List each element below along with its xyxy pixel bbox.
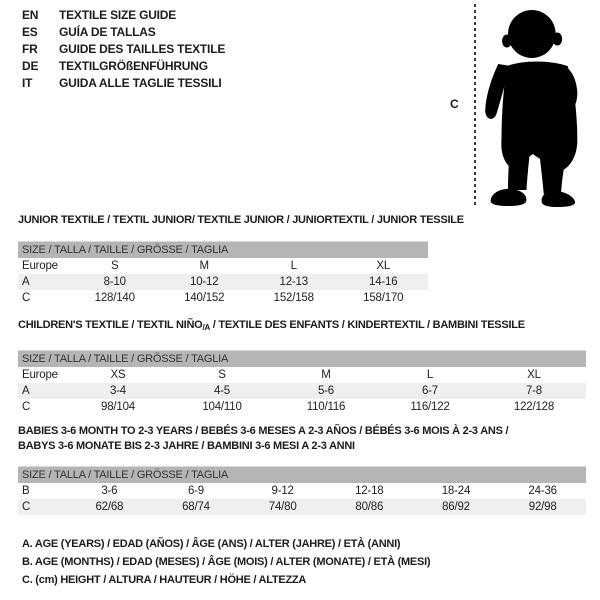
size-cell: M (199, 259, 209, 272)
lang-row-en (22, 7, 225, 24)
lang-title: GUIDA ALLE TAGLIE TESSILI (59, 76, 222, 90)
size-cell: 116/122 (410, 400, 450, 413)
size-cell: 12-13 (249, 274, 339, 290)
size-cell: 12-18 (355, 484, 384, 497)
junior-size-table (18, 241, 428, 306)
footnote-c: C. (cm) HEIGHT / ALTURA / HAUTEUR / HÖHE / ALTEZZA (22, 574, 307, 586)
row-label: C (22, 400, 31, 413)
children-title-subscript: /A (202, 323, 210, 332)
row-label: Europe (22, 368, 58, 381)
size-cell: S (218, 368, 226, 381)
table-row (18, 274, 428, 290)
lang-title: TEXTILGRÖßENFÜHRUNG (59, 59, 208, 73)
size-cell: 14-16 (339, 274, 429, 290)
size-cell: 158/170 (363, 291, 404, 304)
size-header-bar: SIZE / TALLA / TAILLE / GRÖSSE / TAGLIA (18, 467, 586, 483)
table-row (18, 367, 586, 383)
babies-title-line2: BABYS 3-6 MONATE BIS 2-3 JAHRE / BAMBINI 3-6 MESI A 2-3 ANNI (18, 440, 355, 452)
size-cell: 62/68 (66, 499, 153, 515)
size-header-row (18, 242, 428, 258)
footnote-a: A. AGE (YEARS) / EDAD (AÑOS) / ÂGE (ANS) / ALTER (JAHRE) / ETÀ (ANNI) (22, 538, 401, 550)
size-cell: 86/92 (413, 499, 500, 515)
size-cell: 3-6 (101, 484, 118, 497)
lang-code: IT (22, 76, 33, 90)
size-cell: 140/152 (184, 291, 225, 304)
row-label: A (18, 383, 66, 399)
size-header-bar: SIZE / TALLA / TAILLE / GRÖSSE / TAGLIA (18, 242, 428, 258)
children-size-table (18, 350, 586, 415)
lang-title: GUIDE DES TAILLES TEXTILE (59, 42, 226, 56)
size-cell: 128/140 (94, 291, 135, 304)
lang-row-it (22, 75, 225, 92)
size-cell: L (290, 259, 297, 272)
size-cell: XL (527, 368, 541, 381)
footnotes (22, 535, 430, 589)
height-measure-label: C (450, 97, 459, 111)
size-cell: 74/80 (239, 499, 326, 515)
size-cell: M (321, 368, 331, 381)
children-table-title (18, 318, 586, 335)
babies-table-title (18, 424, 586, 454)
size-cell: L (426, 368, 434, 381)
row-label: B (22, 484, 30, 497)
table-row (18, 383, 586, 399)
size-cell: 122/128 (513, 400, 555, 413)
table-row (18, 290, 428, 306)
babies-title-line1: BABIES 3-6 MONTH TO 2-3 YEARS / BEBÉS 3-6 MESES A 2-3 AÑOS / BÉBÉS 3-6 MOIS À 2-3 ANS / (18, 425, 509, 437)
size-cell: 18-24 (441, 484, 471, 497)
size-cell: 9-12 (271, 484, 294, 497)
row-label: C (18, 499, 66, 515)
size-cell: XL (376, 259, 391, 272)
lang-row-es (22, 24, 225, 41)
babies-size-table (18, 466, 586, 515)
size-cell: 98/104 (101, 400, 135, 413)
junior-table-title: JUNIOR TEXTILE / TEXTIL JUNIOR/ TEXTILE JUNIOR / JUNIORTEXTIL / JUNIOR TESSILE (18, 214, 464, 226)
lang-code: DE (22, 59, 39, 73)
lang-title: GUÍA DE TALLAS (59, 25, 156, 39)
size-cell: 8-10 (70, 274, 160, 290)
size-cell: 92/98 (499, 499, 586, 515)
size-cell: 152/158 (273, 291, 314, 304)
lang-code: ES (22, 25, 38, 39)
size-cell: 104/110 (202, 400, 242, 413)
size-header-bar: SIZE / TALLA / TAILLE / GRÖSSE / TAGLIA (18, 351, 586, 367)
size-cell: 6-9 (187, 484, 204, 497)
lang-code: FR (22, 42, 38, 56)
size-header-row (18, 351, 586, 367)
size-cell: 7-8 (482, 383, 586, 399)
size-cell: 6-7 (378, 383, 482, 399)
size-cell: 24-36 (528, 484, 557, 497)
language-header (22, 7, 225, 92)
size-header-row (18, 467, 586, 483)
lang-row-de (22, 58, 225, 75)
size-cell: 5-6 (274, 383, 378, 399)
height-measure-figure (440, 0, 600, 215)
row-label: A (18, 274, 70, 290)
children-textile-section (18, 318, 586, 415)
size-cell: 110/116 (306, 400, 346, 413)
row-label: C (22, 291, 31, 304)
size-cell: 4-5 (170, 383, 274, 399)
size-cell: 3-4 (66, 383, 170, 399)
babies-textile-section (18, 424, 586, 515)
row-label: Europe (22, 259, 58, 272)
size-cell: S (111, 259, 119, 272)
table-row (18, 399, 586, 415)
lang-code: EN (22, 8, 39, 22)
lang-title: TEXTILE SIZE GUIDE (59, 8, 177, 22)
table-row (18, 499, 586, 515)
children-title-part2: / TEXTILE DES ENFANTS / KINDERTEXTIL / BAMBINI TESSILE (209, 319, 525, 331)
size-cell: 68/74 (153, 499, 240, 515)
table-row (18, 258, 428, 274)
children-title-part1: CHILDREN'S TEXTILE / TEXTIL NIÑO (18, 319, 203, 331)
height-dashed-line (474, 4, 476, 206)
size-cell: 80/86 (326, 499, 413, 515)
junior-textile-section (18, 213, 464, 306)
baby-toddler-silhouette-icon (482, 4, 586, 210)
table-row (18, 483, 586, 499)
footnote-b: B. AGE (MONTHS) / EDAD (MESES) / ÂGE (MOIS) / ALTER (MONATE) / ETÀ (MESI) (22, 556, 431, 568)
size-cell: 10-12 (160, 274, 250, 290)
lang-row-fr (22, 41, 225, 58)
size-cell: XS (110, 368, 126, 381)
